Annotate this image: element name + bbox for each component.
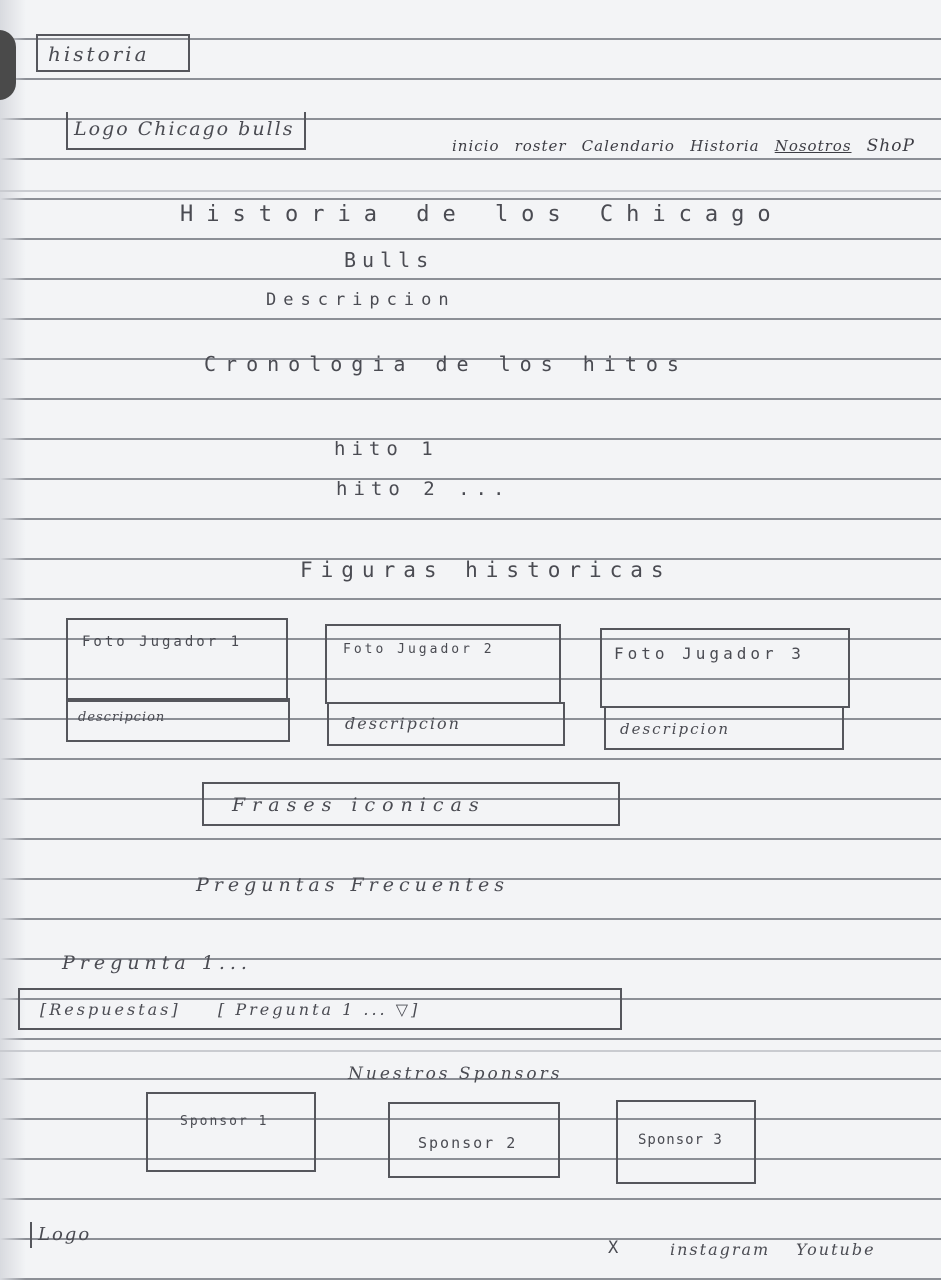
nav-link-historia[interactable]: Historia xyxy=(690,137,760,155)
figure-photo-label: Foto Jugador 3 xyxy=(614,644,805,663)
page-title: Historia de los Chicago xyxy=(180,202,784,227)
sponsor-label: Sponsor 1 xyxy=(180,1114,269,1129)
quotes-title: Frases iconicas xyxy=(232,794,486,816)
nav-link-nosotros[interactable]: Nosotros xyxy=(774,137,852,155)
figure-photo[interactable] xyxy=(600,628,850,708)
x-link[interactable]: X xyxy=(608,1238,619,1258)
sponsor-card[interactable] xyxy=(616,1100,756,1184)
figure-photo[interactable] xyxy=(325,624,561,704)
milestone-item: hito 1 xyxy=(334,438,439,460)
faq-row[interactable] xyxy=(18,988,622,1030)
tab-title: historia xyxy=(48,42,150,66)
faq-answer-label[interactable]: [Respuestas] xyxy=(40,1000,181,1019)
figure-photo[interactable] xyxy=(66,618,288,702)
page-description: Descripcion xyxy=(266,290,456,310)
nav-link-inicio[interactable]: inicio xyxy=(452,137,500,155)
paper-fold xyxy=(0,1050,941,1052)
figure-photo-label: Foto Jugador 1 xyxy=(82,634,243,650)
faq-title: Preguntas Frecuentes xyxy=(196,874,509,896)
figure-description-label: descripcion xyxy=(345,714,461,733)
figure-photo-label: Foto Jugador 2 xyxy=(343,642,495,657)
footer-logo: Logo xyxy=(38,1224,92,1245)
faq-dropdown[interactable] xyxy=(218,1000,420,1019)
nav-link-shop[interactable]: ShoP xyxy=(866,136,915,156)
footer-logo-box[interactable] xyxy=(30,1222,120,1248)
faq-dropdown-label: [ Pregunta 1 ... xyxy=(218,1000,396,1019)
milestone-item: hito 2 ... xyxy=(336,478,511,500)
sponsors-title: Nuestros Sponsors xyxy=(348,1064,563,1084)
sponsor-card[interactable] xyxy=(146,1092,316,1172)
paper-shadow xyxy=(0,0,26,1280)
header-logo: Logo Chicago bulls xyxy=(74,118,295,140)
figures-title: Figuras historicas xyxy=(300,558,672,582)
nav-link-calendario[interactable]: Calendario xyxy=(581,137,675,155)
faq-question: Pregunta 1... xyxy=(62,952,252,974)
sponsor-card[interactable] xyxy=(388,1102,560,1178)
paper-clip xyxy=(0,30,16,100)
youtube-link[interactable]: Youtube xyxy=(796,1240,876,1259)
paper-fold xyxy=(0,190,941,192)
chevron-down-icon: ▽] xyxy=(395,1000,421,1019)
browser-tab[interactable] xyxy=(36,34,190,72)
instagram-link[interactable]: instagram xyxy=(670,1240,771,1259)
figure-description xyxy=(66,698,290,742)
quotes-banner[interactable] xyxy=(202,782,620,826)
sponsor-label: Sponsor 3 xyxy=(638,1132,723,1148)
header-logo-box[interactable] xyxy=(66,112,306,150)
nav-bar xyxy=(452,136,925,156)
sponsor-label: Sponsor 2 xyxy=(418,1134,518,1152)
figure-description-label: descripcion xyxy=(620,720,731,738)
page-title-line2: Bulls xyxy=(344,248,435,272)
nav-link-roster[interactable]: roster xyxy=(514,137,567,155)
figure-description xyxy=(604,706,844,750)
figure-description-label: descripcion xyxy=(78,710,166,725)
timeline-title: Cronologia de los hitos xyxy=(204,352,688,376)
figure-description xyxy=(327,702,565,746)
